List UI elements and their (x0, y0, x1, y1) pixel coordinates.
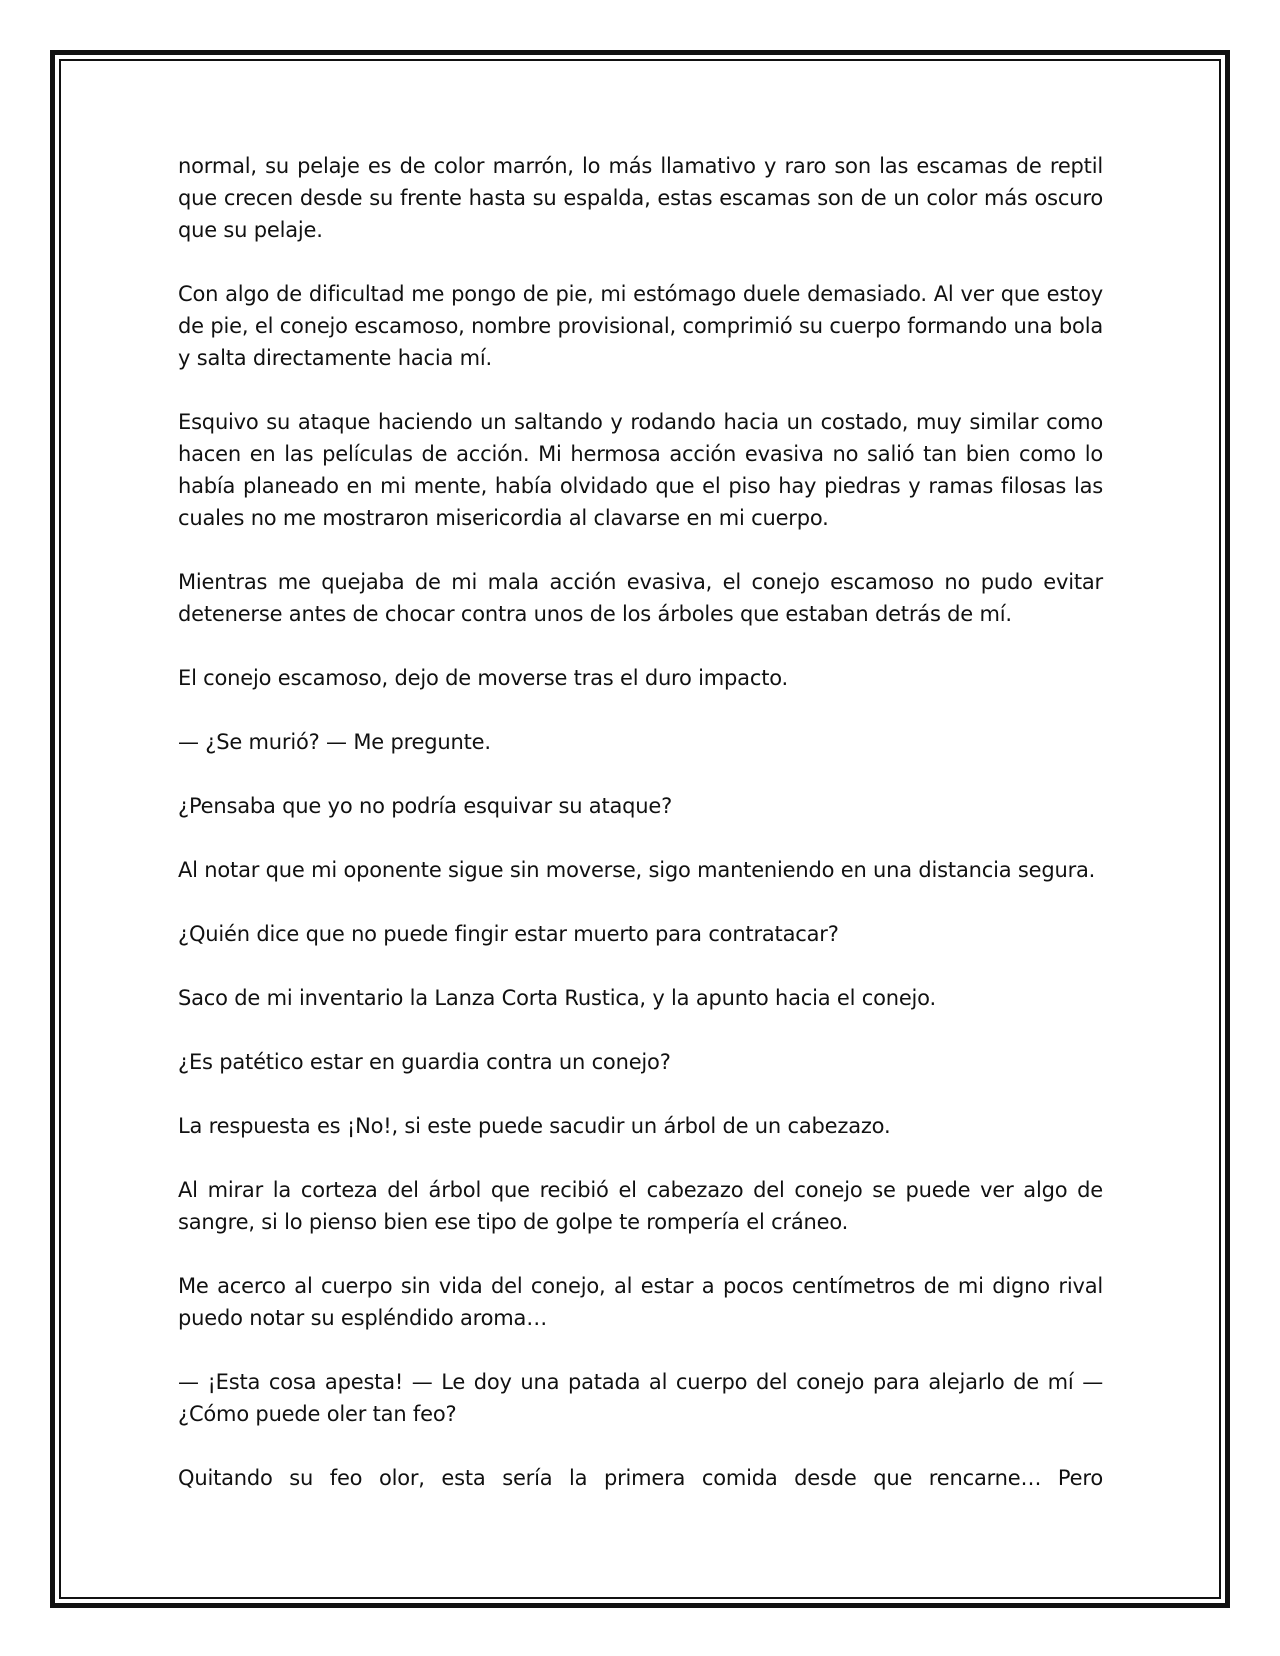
paragraph: Saco de mi inventario la Lanza Corta Rustica, y la apunto hacia el conejo. (178, 986, 936, 1010)
paragraph: La respuesta es ¡No!, si este puede sacudir un árbol de un cabezazo. (178, 1114, 891, 1138)
document-body (178, 150, 1103, 1494)
paragraph: ¿Es patético estar en guardia contra un conejo? (178, 1050, 671, 1074)
paragraph: Al mirar la corteza del árbol que recibió el cabezazo del conejo se puede ver algo de sangre, si lo pienso bien ese tipo de golpe te rompería el cráneo. (178, 1178, 1103, 1234)
paragraph: Mientras me quejaba de mi mala acción evasiva, el conejo escamoso no pudo evitar detenerse antes de chocar contra unos de los árboles que estaban detrás de mí. (178, 570, 1103, 626)
paragraph: ¿Pensaba que yo no podría esquivar su ataque? (178, 794, 673, 818)
dialogue-line: — ¡Esta cosa apesta! — Le doy una patada al cuerpo del conejo para alejarlo de mí — ¿Cómo puede oler tan feo? (178, 1370, 1103, 1426)
paragraph: Quitando su feo olor, esta sería la primera comida desde que rencarne… Pero (178, 1466, 1103, 1490)
paragraph: Esquivo su ataque haciendo un saltando y rodando hacia un costado, muy similar como hacen en las películas de acción. Mi hermosa acción evasiva no salió tan bien como lo había planeado en mi mente, había olvidado que el piso hay piedras y ramas filosas las cuales no me mostraron misericordia al clavarse en mi cuerpo. (178, 410, 1103, 530)
dialogue-line: — ¿Se murió? — Me pregunte. (178, 730, 491, 754)
paragraph: Me acerco al cuerpo sin vida del conejo, al estar a pocos centímetros de mi digno rival puedo notar su espléndido aroma… (178, 1274, 1103, 1330)
paragraph: El conejo escamoso, dejo de moverse tras el duro impacto. (178, 666, 788, 690)
paragraph: Al notar que mi oponente sigue sin moverse, sigo manteniendo en una distancia segura. (178, 858, 1096, 882)
paragraph: Con algo de dificultad me pongo de pie, mi estómago duele demasiado. Al ver que estoy de pie, el conejo escamoso, nombre provisional, comprimió su cuerpo formando una bola y salta directamente hacia mí. (178, 282, 1103, 370)
paragraph: ¿Quién dice que no puede fingir estar muerto para contratacar? (178, 922, 839, 946)
paragraph: normal, su pelaje es de color marrón, lo más llamativo y raro son las escamas de reptil que crecen desde su frente hasta su espalda, estas escamas son de un color más oscuro que su pelaje. (178, 154, 1103, 242)
